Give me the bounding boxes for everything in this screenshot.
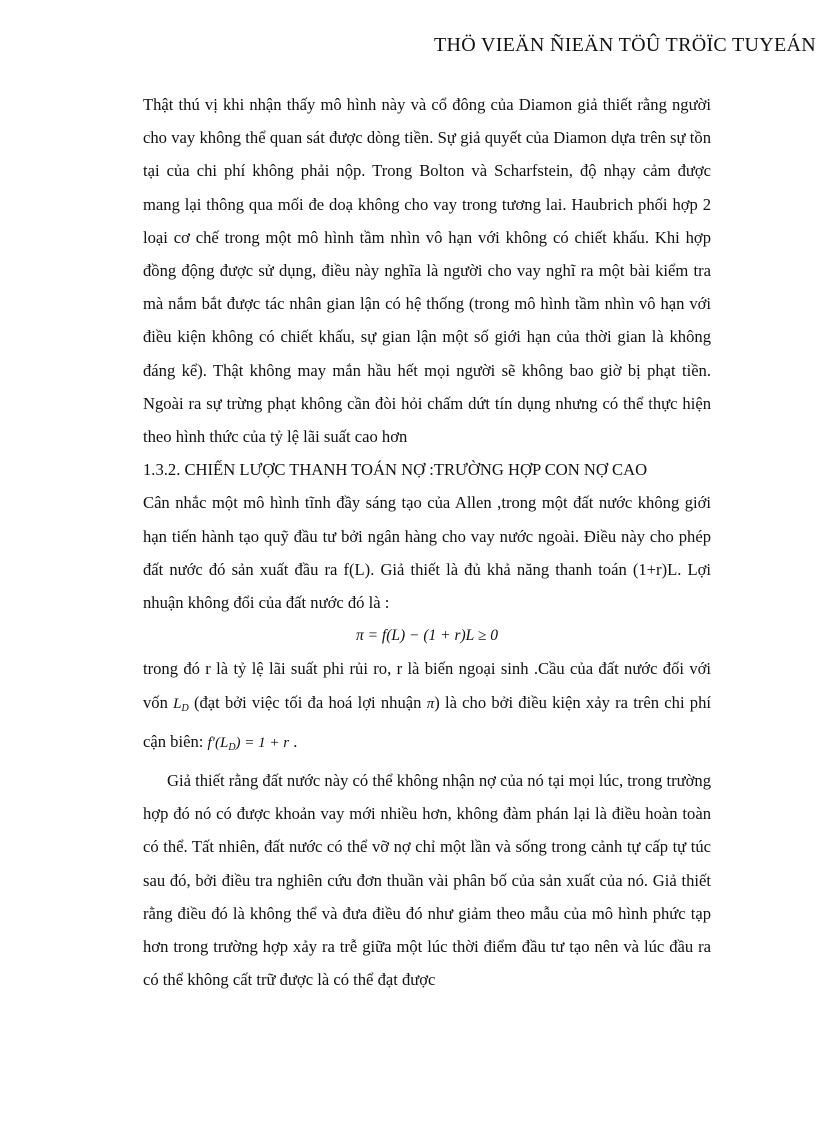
paragraph-3 (143, 652, 711, 764)
paragraph-3-text-b: (đạt bởi việc tối đa hoá lợi nhuận (188, 692, 427, 712)
paragraph-3-text-a: trong đó r là tỷ lệ lãi suất phi rủi ro, r là biến ngoại sinh .Cầu của đất nước đối với vốn (143, 659, 711, 712)
marginal-cost-formula: $f'(L_D) = 1 + r$ (207, 734, 290, 753)
paragraph-3-text-c: ) là cho bởi điều kiện xảy ra trên chi phí cận biên: (143, 692, 712, 751)
paragraph-1: Thật thú vị khi nhận thấy mô hình này và cổ đông của Diamon giả thiết rằng người cho vay không thể quan sát được dòng tiền. Sự giả quyết của Diamon dựa trên sự tồn tại của chi phí không phải nộp. Trong Bolton và Scharfstein, độ nhạy cảm được mang lại thông qua mối đe doạ không cho vay trong tương lai. Haubrich phối hợp 2 loại cơ chế trong một mô hình tầm nhìn vô hạn với không có chiết khấu. Khi hợp đồng động được sử dụng, điều này nghĩa là người cho vay nghĩ ra một bài kiểm tra mà nắm bắt được tác nhân gian lận có hệ thống (trong mô hình tầm nhìn vô hạn với điều kiện không có chiết khấu, sự gian lận một số giới hạn của thời gian là không đáng kể). Thật không may mắn hầu hết mọi người sẽ không bao giờ bị phạt tiền. Ngoài ra sự trừng phạt không cần đòi hỏi chấm dứt tín dụng nhưng có thể thực hiện theo hình thức của tỷ lệ lãi suất cao hơn (143, 95, 711, 447)
paragraph-3-end: . (289, 731, 298, 751)
paragraph-4: Giả thiết rằng đất nước này có thể không nhận nợ của nó tại mọi lúc, trong trường hợp đó nó có được khoản vay mới nhiều hơn, không đàm phán lại là điều hoàn toàn có thể. Tất nhiên, đất nước có thể vỡ nợ chỉ một lần và sống trong cảnh tự cấp tự túc sau đó, bởi điều tra nghiên cứu đơn thuần vài phân bố của sản xuất của nó. Giả thiết rằng điều đó là không thể và đưa điều đó như giảm theo mẫu của mô hình phức tạp hơn trong trường hợp xảy ra trễ giữa một lúc thời điểm đầu tư tạo nên và lúc đầu ra có thể không cất trữ được là có thể đạt được (143, 771, 711, 990)
paragraph-2: Cân nhắc một mô hình tĩnh đầy sáng tạo của Allen ,trong một đất nước không giới hạn tiến hành tạo quỹ đầu tư bởi ngân hàng cho vay nước ngoài. Điều này cho phép đất nước đó sản xuất đầu ra f(L). Giả thiết là đủ khả năng thanh toán (1+r)L. Lợi nhuận không đổi của đất nước đó là : (143, 493, 711, 613)
profit-symbol: π (426, 695, 435, 712)
profit-formula: π = f(L) − (1 + r)L ≥ 0 (355, 627, 499, 645)
capital-demand-symbol: $L_D$ (173, 695, 189, 714)
document-body (143, 88, 711, 996)
section-heading: 1.3.2. CHIẾN LƯỢC THANH TOÁN NỢ :TRƯỜNG HỢP CON NỢ CAO (143, 460, 648, 480)
page-header-title: THÖ VIEÄN ÑIEÄN TÖÛ TRÖÏC TUYEÁN (434, 34, 816, 56)
